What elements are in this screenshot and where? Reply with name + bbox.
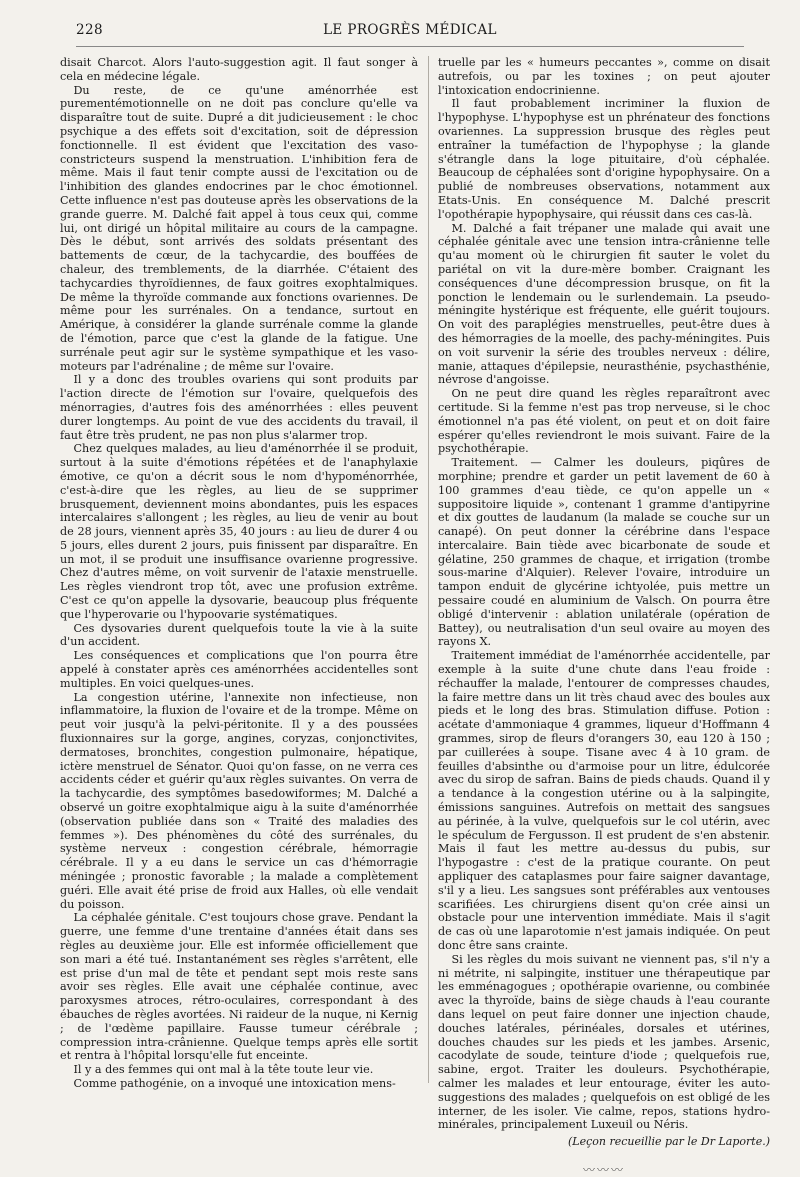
paragraph: Il faut probablement incriminer la fluxion de l'hypophyse. L'hypophyse est un phrénateur des fonctions ovariennes. La suppression brusque des règles peut entraîner la tuméfaction de l'hypophyse ; la glande s'étrangle dans la loge pituitaire, d'où céphalée. Beaucoup de céphalées sont d'origine hypophysaire. On a publié de nombreuses observations, notamment aux Etats-Unis. En conséquence M. Dalché prescrit l'opothérapie hypophysaire, qui réussit dans ces cas-là. <box>438 97 770 221</box>
paragraph: Les conséquences et complications que l'on pourra être appelé à constater après ces aménorrhées accidentelles sont multiples. En voici quelques-unes. <box>60 649 418 690</box>
paragraph: Si les règles du mois suivant ne viennent pas, s'il n'y a ni métrite, ni salpingite, instituer une thérapeutique par les emménagogues ; opothérapie ovarienne, ou combinée avec la thyroïde, bains de siège chauds à l'eau courante dans lequel on peut faire donner une injection chaude, douches latérales, périnéales, dorsales et utérines, douches chaudes sur les pieds et les jambes. Arsenic, cacodylate de soude, teinture d'iode ; quelquefois rue, sabine, ergot. Traiter les douleurs. Psychothérapie, calmer les malades et leur entourage, éviter les auto-suggestions des malades ; quelquefois on est obligé de les interner, de les isoler. Vie calme, repos, stations hydro-minérales, principalement Luxeuil ou Néris. <box>438 952 770 1132</box>
left-column <box>60 56 418 1090</box>
header-rule <box>76 46 744 47</box>
running-header <box>76 22 744 44</box>
paragraph: M. Dalché a fait trépaner une malade qui avait une céphalée génitale avec une tension intra-crânienne telle qu'au moment où le chirurgien fit sauter le volet du pariétal on vit la dure-mère bomber. Craignant les conséquences d'une décompression brusque, on fit la ponction le lendemain ou le surlendemain. La pseudo-méningite hystérique est fréquente, elle guérit toujours. On voit des paraplégies menstruelles, peut-être dues à des hémorragies de la moelle, des pachy-méningites. Puis on voit survenir la série des troubles nerveux : délire, manie, attaques d'épilepsie, neurasthénie, psychasthénie, névrose d'angoisse. <box>438 221 770 387</box>
paragraph: Du reste, de ce qu'une aménorrhée est purementémotionnelle on ne doit pas conclure qu'elle va disparaître tout de suite. Dupré a dit judicieusement : le choc psychique a des effets soit d'excitation, soit de dépression fonctionnelle. Il est évident que l'excitation des vaso-constricteurs suspend la menstruation. L'inhibition fera de même. Mais il faut tenir compte aussi de l'excitation ou de l'inhibition des glandes endocrines par le choc émotionnel. Cette influence n'est pas douteuse après les observations de la grande guerre. M. Dalché fait appel à tous ceux qui, comme lui, ont dirigé un hôpital militaire au cours de la campagne. Dès le début, sont arrivés des soldats présentant des battements de cœur, de la tachycardie, des bouffées de chaleur, des tremblements, de la diarrhée. C'étaient des tachycardies thyroïdiennes, de faux goitres exophtalmiques. De même la thyroïde commande aux fonctions ovariennes. De même pour les surrénales. On a tendance, surtout en Amérique, à considérer la glande surrénale comme la glande de l'émotion, parce que c'est la glande de la fatigue. Une surrénale peut agir sur le système sympathique et les vaso-moteurs par l'adrénaline ; de même sur l'ovaire. <box>60 83 418 373</box>
paragraph: Il y a des femmes qui ont mal à la tête toute leur vie. <box>73 1063 374 1077</box>
right-column <box>438 56 770 1177</box>
paragraph: Traitement. — Calmer les douleurs, piqûres de morphine; prendre et garder un petit lavement de 60 à 100 grammes d'eau tiède, ce qu'on appelle un « suppositoire liquide », contenant 1 gramme d'antipyrine et dix gouttes de laudanum (la malade se couche sur un canapé). On peut donner la cérébrine dans l'espace intercalaire. Bain tiède avec bicarbonate de soude et gélatine, 250 grammes de chaque, et irrigation (trombe sous-marine d'Alquier). Relever l'ovaire, introduire un tampon enduit de glycérine ichtyolée, puis mettre un pessaire coudé en aluminium de Valsch. On pourra être obligé d'intervenir : ablation unilatérale (opération de Battey), ou neutralisation d'un seul ovaire au moyen des rayons X. <box>438 456 770 649</box>
paragraph: Traitement immédiat de l'aménorrhée accidentelle, par exemple à la suite d'une chute dans l'eau froide : réchauffer la malade, l'entourer de compresses chaudes, la faire mettre dans un lit très chaud avec des boules aux pieds et le long des bras. Stimulation diffuse. Potion : acétate d'ammoniaque 4 grammes, liqueur d'Hoffmann 4 grammes, sirop de fleurs d'orangers 30, eau 120 à 150 ; par cuillerées à soupe. Tisane avec 4 à 10 gram. de feuilles d'absinthe ou d'armoise pour un litre, édulcorée avec du sirop de safran. Bains de pieds chauds. Quand il y a tendance à la congestion utérine ou à la salpingite, émissions sanguines. Autrefois on mettait des sangsues au périnée, à la vulve, quelquefois sur le col utérin, avec le spéculum de Fergusson. Il est prudent de s'en abstenir. Mais il faut les mettre au-dessus du pubis, sur l'hypogastre : c'est de la pratique courante. On peut appliquer des cataplasmes pour faire saigner davantage, s'il y a lieu. Les sangsues sont préférables aux ventouses scarifiées. Les chirurgiens disent qu'on crée ainsi un obstacle pour une intervention immédiate. Mais il s'agit de cas où une laparotomie n'est jamais indiquée. On peut donc être sans crainte. <box>438 649 770 952</box>
journal-title: LE PROGRÈS MÉDICAL <box>323 22 497 38</box>
paragraph: La céphalée génitale. C'est toujours chose grave. Pendant la guerre, une femme d'une trentaine d'années était dans ses règles au deuxième jour. Elle est informée officiellement que son mari a été tué. Instantanément ses règles s'arrêtent, elle est prise d'un mal de tête et pendant sept mois reste sans avoir ses règles. Elle avait une céphalée continue, avec paroxysmes atroces, rétro-oculaires, correspondant à des ébauches de règles avortées. Ni raideur de la nuque, ni Kernig ; de l'œdème papillaire. Fausse tumeur cérébrale ; compression intra-crânienne. Quelque temps après elle sortit et rentra à l'hôpital lorsqu'elle fut enceinte. <box>60 911 418 1063</box>
paragraph: On ne peut dire quand les règles reparaîtront avec certitude. Si la femme n'est pas trop nerveuse, si le choc émotionnel n'a pas été violent, on peut et on doit faire espérer qu'elles reviendront le mois suivant. Faire de la psychothérapie. <box>438 387 770 456</box>
paragraph: truelle par les « humeurs peccantes », comme on disait autrefois, ou par les toxines ; on peut ajouter l'intoxication endocrinienne. <box>438 56 770 97</box>
paragraph: La congestion utérine, l'annexite non infectieuse, non inflammatoire, la fluxion de l'ovaire et de la trompe. Même on peut voir jusqu'à la pelvi-péritonite. Il y a des poussées fluxionnaires sur la gorge, angines, coryzas, conjonctivites, dermatoses, bronchites, congestion pulmonaire, hépatique, ictère menstruel de Sénator. Quoi qu'on fasse, on ne verra ces accidents céder et guérir qu'aux règles suivantes. On verra de la tachycardie, des symptômes basedowiformes; M. Dalché a observé un goitre exophtalmique aigu à la suite d'aménorrhée (observation publiée dans son « Traité des maladies des femmes »). Des phénomènes du côté des surrénales, du système nerveux : congestion cérébrale, hémorragie cérébrale. Il y a eu dans le service un cas d'hémorragie méningée ; pronostic favorable ; la malade a complètement guéri. Elle avait été prise de froid aux Halles, où elle vendait du poisson. <box>60 690 418 911</box>
paragraph: Comme pathogénie, on a invoqué une intoxication mens- <box>73 1076 396 1090</box>
paragraph: Il y a donc des troubles ovariens qui sont produits par l'action directe de l'émotion sur l'ovaire, quelquefois des ménorragies, d'autres fois des aménorrhées : elles peuvent durer longtemps. Au point de vue des accidents du travail, il faut être très prudent, ne pas non plus s'alarmer trop. <box>60 373 418 442</box>
end-ornament: 〰〰〰 <box>582 1162 625 1177</box>
column-divider <box>428 56 429 1083</box>
page-number: 228 <box>76 22 103 38</box>
paragraph: disait Charcot. Alors l'auto-suggestion agit. Il faut songer à cela en médecine légale. <box>60 56 418 83</box>
paragraph: Ces dysovaries durent quelquefois toute la vie à la suite d'un accident. <box>60 621 418 649</box>
paragraph: Chez quelques malades, au lieu d'aménorrhée il se produit, surtout à la suite d'émotions répétées et de l'anaphylaxie émotive, ce qu'on a décrit sous le nom d'hypoménorrhée, c'est-à-dire que les règles, au lieu de se supprimer brusquement, deviennent moins abondantes, puis les espaces intercalaires s'allongent ; les règles, au lieu de venir au bout de 28 jours, viennent après 35, 40 jours : au lieu de durer 4 ou 5 jours, elles durent 2 jours, puis finissent par disparaître. En un mot, il se produit une insuffisance ovarienne progressive. Chez d'autres même, on voit survenir de l'ataxie menstruelle. Les règles viendront trop tôt, avec une profusion extrême. C'est ce qu'on appelle la dysovarie, beaucoup plus fréquente que l'hyperovarie ou l'hypoovarie systématiques. <box>60 442 418 621</box>
lecture-signature: (Leçon recueillie par le Dr Laporte.) <box>567 1135 770 1149</box>
